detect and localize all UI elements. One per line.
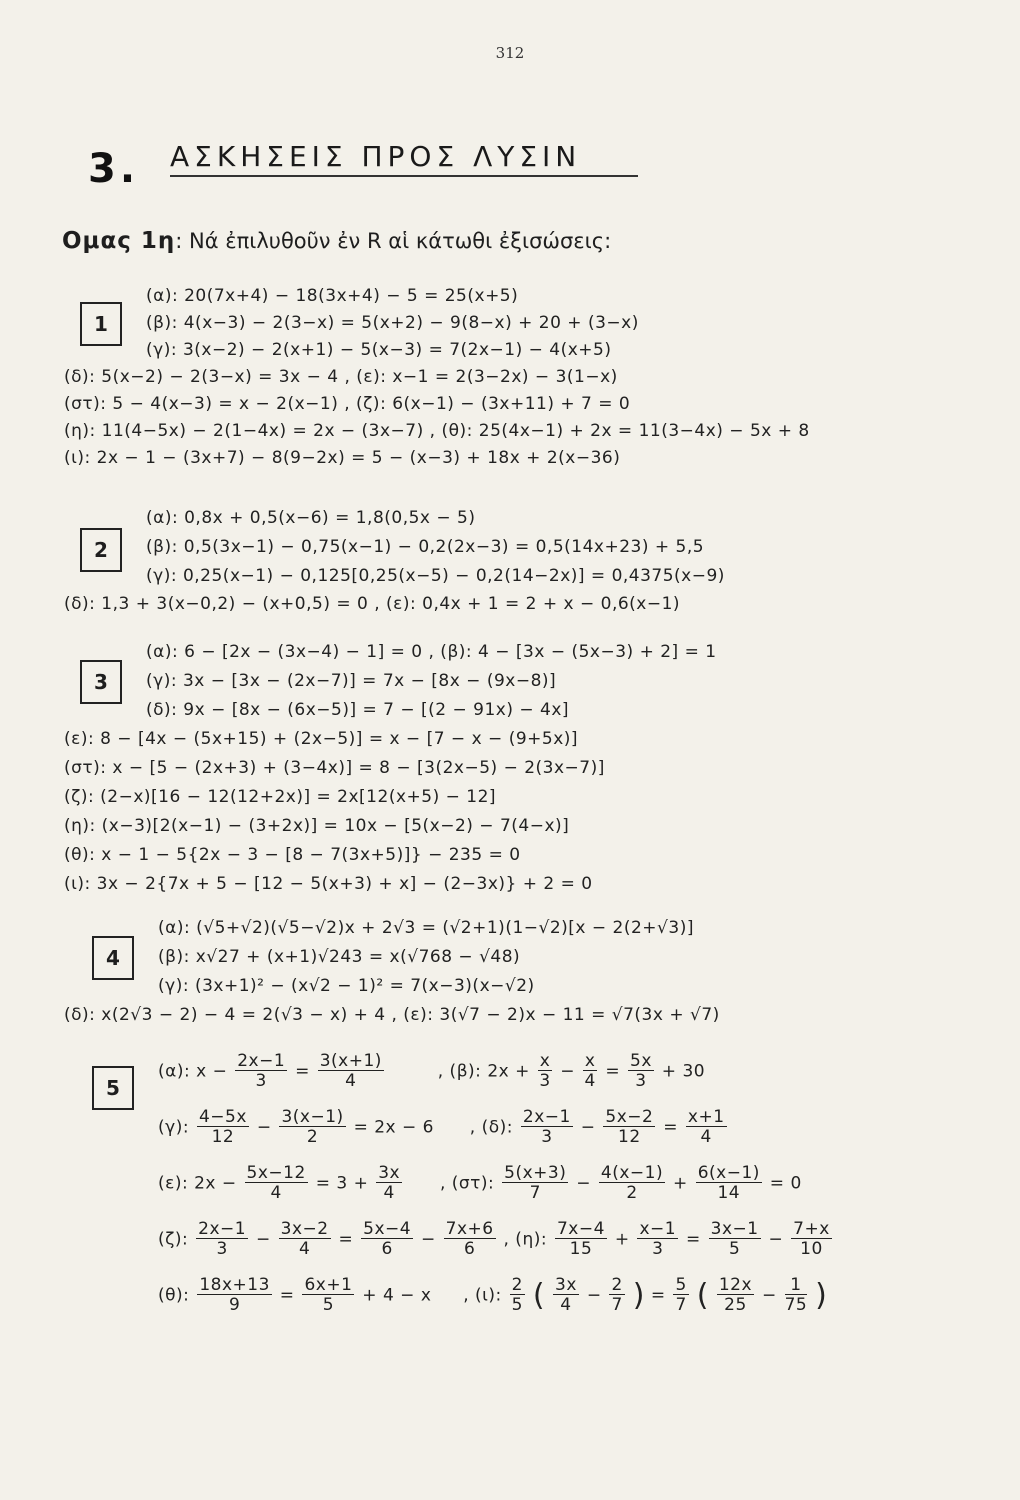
ex1-line-st: (στ): 5 − 4(x−3) = x − 2(x−1) , (ζ): 6(x−1) − (3x+11) + 7 = 0 — [64, 394, 631, 414]
ex5-g-tail: = 2x − 6 — [353, 1117, 434, 1138]
ex5-g-frac1: $\frac{4-5x}{12}$ — [198, 1107, 247, 1147]
ex4-line-a: (α): (√5+√2)(√5−√2)x + 2√3 = (√2+1)(1−√2)[x − 2(2+√3)] — [158, 918, 694, 938]
ex5-i-lparen: ( — [532, 1278, 546, 1313]
ex5-st-minus: − — [576, 1173, 592, 1194]
ex5-d-frac1: $\frac{2x-1}{3}$ — [522, 1107, 571, 1147]
ex5-h-frac2: $\frac{x-1}{3}$ — [639, 1219, 677, 1259]
ex5-th-label: (θ): — [158, 1285, 190, 1306]
ex5-z-minus1: − — [256, 1229, 271, 1250]
ex2-line-d: (δ): 1,3 + 3(x−0,2) − (x+0,5) = 0 , (ε): 0,4x + 1 = 2 + x − 0,6(x−1) — [64, 594, 681, 614]
ex5-z-frac2: $\frac{3x-2}{4}$ — [280, 1219, 329, 1259]
ex5-h-frac4: $\frac{7+x}{10}$ — [793, 1219, 830, 1259]
ex4-line-g: (γ): (3x+1)² − (x√2 − 1)² = 7(x−3)(x−√2) — [158, 976, 535, 996]
group-heading — [62, 228, 611, 254]
ex5-i-rparen: ) — [632, 1278, 645, 1313]
ex5-g-frac2: $\frac{3(x-1)}{2}$ — [281, 1107, 344, 1147]
ex3-line-e: (ε): 8 − [4x − (5x+15) + (2x−5)] = x − [7 − x − (9+5x)] — [64, 729, 579, 749]
ex5-a-frac2: $\frac{3(x+1)}{4}$ — [319, 1051, 382, 1091]
ex1-line-i: (ι): 2x − 1 − (3x+7) − 8(9−2x) = 5 − (x−3) + 18x + 2(x−36) — [64, 448, 621, 468]
ex5-z-frac1: $\frac{2x-1}{3}$ — [198, 1219, 247, 1259]
exercise-2-number: 2 — [80, 528, 122, 572]
ex5-i-label: , (ι): — [463, 1285, 502, 1306]
ex5-z-frac4: $\frac{7x+6}{6}$ — [445, 1219, 494, 1259]
ex5-b-label: , (β): — [437, 1061, 482, 1082]
ex5-e-label: (ε): — [158, 1173, 189, 1194]
ex5-th-frac2: $\frac{6x+1}{5}$ — [304, 1275, 353, 1315]
ex5-z-eq: = — [338, 1229, 354, 1250]
ex5-h-label: , (η): — [503, 1229, 548, 1250]
ex1-line-h: (η): 11(4−5x) − 2(1−4x) = 2x − (3x−7) , (θ): 25(4x−1) + 2x = 11(3−4x) − 5x + 8 — [64, 421, 810, 441]
ex5-e-frac1: $\frac{5x-12}{4}$ — [246, 1163, 306, 1203]
ex4-line-b: (β): x√27 + (x+1)√243 = x(√768 − √48) — [158, 947, 521, 967]
ex5-z-frac3: $\frac{5x-4}{6}$ — [363, 1219, 412, 1259]
ex5-a-term: x − — [196, 1061, 228, 1082]
ex5-b-tail: + 30 — [661, 1061, 706, 1082]
ex2-line-a: (α): 0,8x + 0,5(x−6) = 1,8(0,5x − 5) — [146, 508, 476, 528]
ex1-line-d: (δ): 5(x−2) − 2(3−x) = 3x − 4 , (ε): x−1 = 2(3−2x) − 3(1−x) — [64, 367, 618, 387]
section-title: ΑΣΚΗΣΕΙΣ ΠΡΟΣ ΛΥΣΙΝ — [170, 140, 638, 177]
ex3-line-i: (ι): 3x − 2{7x + 5 − [12 − 5(x+3) + x] − (2−3x)} + 2 = 0 — [64, 874, 593, 894]
ex5-h-eq: = — [686, 1229, 701, 1250]
ex5-i-rparen2: ) — [815, 1278, 828, 1313]
ex5-e-frac2: $\frac{3x}{4}$ — [378, 1163, 401, 1203]
ex5-h-frac3: $\frac{3x-1}{5}$ — [710, 1219, 759, 1259]
ex5-e-term: 2x − — [194, 1173, 237, 1194]
ex5-d-label: , (δ): — [469, 1117, 513, 1138]
ex5-i-frac6: $\frac{1}{75}$ — [784, 1275, 808, 1315]
ex5-i-frac3: $\frac{2}{7}$ — [611, 1275, 623, 1315]
ex5-a-eq: = — [295, 1061, 310, 1082]
ex5-z-minus2: − — [421, 1229, 436, 1250]
ex5-b-term: 2x + — [487, 1061, 530, 1082]
ex5-b-eq: = — [605, 1061, 621, 1082]
ex5-i-frac4: $\frac{5}{7}$ — [675, 1275, 687, 1315]
ex5-th-frac1: $\frac{18x+13}{9}$ — [199, 1275, 270, 1315]
ex5-d-frac3: $\frac{x+1}{4}$ — [687, 1107, 725, 1147]
ex5-h-minus: − — [768, 1229, 784, 1250]
ex3-line-g: (γ): 3x − [3x − (2x−7)] = 7x − [8x − (9x−8)] — [146, 671, 557, 691]
ex5-z-label: (ζ): — [158, 1229, 189, 1250]
ex5-e-mid: = 3 + — [315, 1173, 369, 1194]
exercise-1-number: 1 — [80, 302, 122, 346]
ex5-g-label: (γ): — [158, 1117, 190, 1138]
ex5-b-frac1: $\frac{x}{3}$ — [539, 1051, 551, 1091]
ex2-line-c: (γ): 0,25(x−1) − 0,125[0,25(x−5) − 0,2(14−2x)] = 0,4375(x−9) — [146, 566, 725, 586]
ex5-d-frac2: $\frac{5x-2}{12}$ — [605, 1107, 654, 1147]
ex5-row-zh — [158, 1220, 834, 1259]
group-instruction: : Νά ἐπιλυθοῦν ἐν R αἱ κάτωθι ἐξισώσεις: — [175, 229, 612, 253]
ex5-i-eq: = — [650, 1285, 666, 1306]
ex5-st-frac1: $\frac{5(x+3)}{7}$ — [504, 1163, 567, 1203]
section-number: 3. — [88, 146, 140, 192]
page-number: 312 — [495, 44, 525, 62]
ex5-b-minus: − — [560, 1061, 575, 1082]
ex3-line-z: (ζ): (2−x)[16 − 12(12+2x)] = 2x[12(x+5) − 12] — [64, 787, 497, 807]
ex5-st-label: , (στ): — [439, 1173, 495, 1194]
exercise-5-number: 5 — [92, 1066, 134, 1110]
ex5-row-est — [158, 1164, 802, 1203]
ex5-i-frac2: $\frac{3x}{4}$ — [555, 1275, 577, 1315]
ex3-line-d: (δ): 9x − [8x − (6x−5)] = 7 − [(2 − 91x) − 4x] — [146, 700, 570, 720]
ex5-st-plus: + — [673, 1173, 688, 1194]
ex3-line-th: (θ): x − 1 − 5{2x − 3 − [8 − 7(3x+5)]} − 235 = 0 — [64, 845, 521, 865]
ex5-i-lparen2: ( — [696, 1278, 709, 1313]
ex5-th-tail: + 4 − x — [362, 1285, 432, 1306]
ex5-a-frac1: $\frac{2x-1}{3}$ — [237, 1051, 286, 1091]
group-label: Ομας 1η — [62, 228, 176, 254]
exercise-3-number: 3 — [80, 660, 122, 704]
ex5-row-ab — [158, 1052, 705, 1091]
ex5-i-minus2: − — [761, 1285, 777, 1306]
ex5-d-eq: = — [663, 1117, 678, 1138]
ex2-line-b: (β): 0,5(3x−1) − 0,75(x−1) − 0,2(2x−3) = 0,5(14x+23) + 5,5 — [146, 537, 705, 557]
ex5-st-frac3: $\frac{6(x-1)}{14}$ — [697, 1163, 760, 1203]
ex5-a-label: (α): — [158, 1061, 191, 1082]
ex1-line-b: (β): 4(x−3) − 2(3−x) = 5(x+2) − 9(8−x) + 20 + (3−x) — [146, 313, 639, 333]
ex5-th-eq: = — [279, 1285, 295, 1306]
ex5-b-frac2: $\frac{x}{4}$ — [584, 1051, 596, 1091]
ex3-line-st: (στ): x − [5 − (2x+3) + (3−4x)] = 8 − [3(2x−5) − 2(3x−7)] — [64, 758, 605, 778]
ex5-i-frac1: $\frac{2}{5}$ — [511, 1275, 523, 1315]
ex5-i-frac5: $\frac{12x}{25}$ — [718, 1275, 753, 1315]
ex4-line-d: (δ): x(2√3 − 2) − 4 = 2(√3 − x) + 4 , (ε): 3(√7 − 2)x − 11 = √7(3x + √7) — [64, 1005, 720, 1025]
ex1-line-a: (α): 20(7x+4) − 18(3x+4) − 5 = 25(x+5) — [146, 286, 519, 306]
ex5-b-frac3: $\frac{5x}{3}$ — [630, 1051, 652, 1091]
ex1-line-c: (γ): 3(x−2) − 2(x+1) − 5(x−3) = 7(2x−1) − 4(x+5) — [146, 340, 612, 360]
ex5-row-gd — [158, 1108, 729, 1147]
ex5-i-minus1: − — [586, 1285, 602, 1306]
ex5-d-minus: − — [580, 1117, 596, 1138]
ex5-st-frac2: $\frac{4(x-1)}{2}$ — [600, 1163, 664, 1203]
ex3-line-a: (α): 6 − [2x − (3x−4) − 1] = 0 , (β): 4 − [3x − (5x−3) + 2] = 1 — [146, 642, 717, 662]
ex5-st-tail: = 0 — [769, 1173, 802, 1194]
ex5-h-frac1: $\frac{7x-4}{15}$ — [556, 1219, 605, 1259]
ex5-h-plus: + — [614, 1229, 630, 1250]
ex5-g-minus: − — [256, 1117, 272, 1138]
exercise-4-number: 4 — [92, 936, 134, 980]
ex5-row-thi — [158, 1276, 827, 1315]
ex3-line-h: (η): (x−3)[2(x−1) − (3+2x)] = 10x − [5(x−2) − 7(4−x)] — [64, 816, 570, 836]
